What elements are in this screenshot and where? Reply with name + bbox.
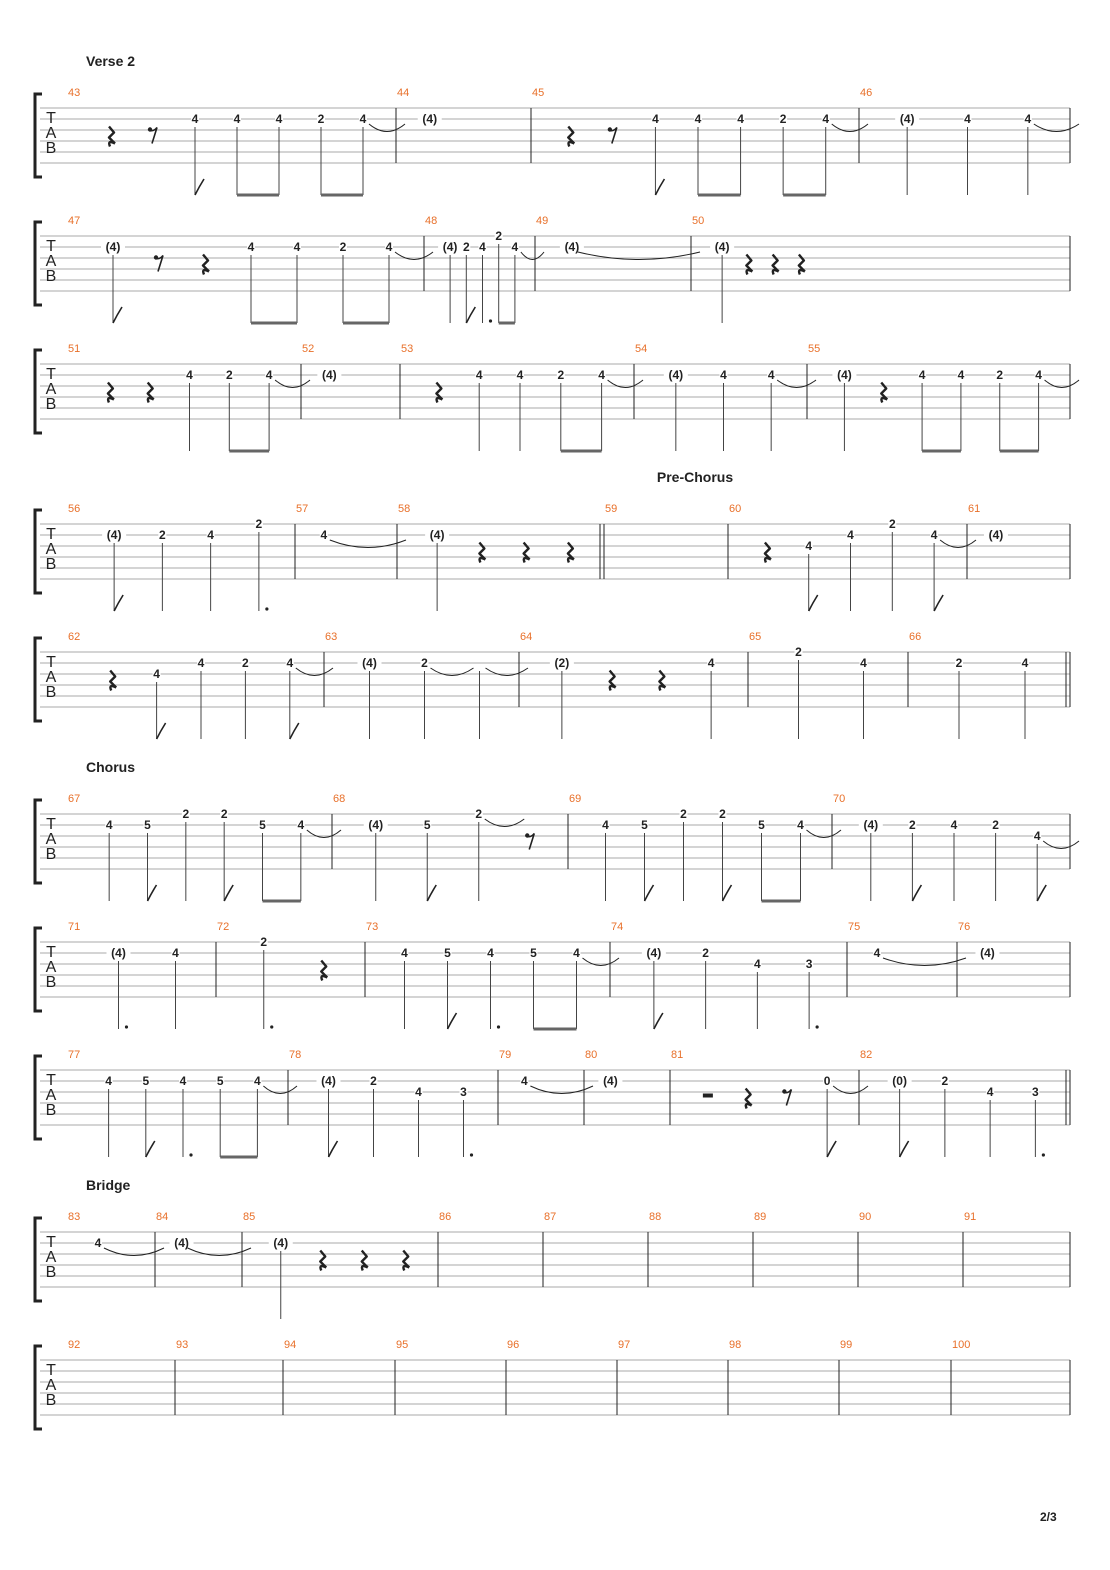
measure-number: 71 [68, 921, 81, 933]
fret-number: 4 [652, 112, 659, 126]
measure-number: 65 [749, 631, 762, 643]
fret-number: 4 [873, 946, 881, 960]
fret-number: 4 [1035, 368, 1042, 382]
fret-number: (4) [273, 1236, 289, 1250]
tab-clef-letter: B [45, 1102, 57, 1119]
section-label: Pre-Chorus [656, 469, 734, 485]
measure-number: 47 [68, 215, 81, 227]
fret-number: 5 [423, 818, 431, 832]
tab-clef-letter: T [46, 366, 56, 383]
fret-number: (4) [322, 368, 337, 382]
fret-number: (4) [603, 1074, 618, 1088]
eighth-flag-icon [655, 179, 664, 195]
measure-number: 54 [635, 343, 648, 355]
measure-number: 90 [859, 1211, 872, 1223]
measure-number: 60 [729, 503, 742, 515]
measure-number: 89 [754, 1211, 767, 1223]
fret-number: (4) [837, 368, 852, 382]
measure-number: 75 [848, 921, 861, 933]
fret-number: 4 [860, 656, 867, 670]
eighth-flag-icon [146, 1141, 155, 1157]
fret-number: 4 [105, 1074, 112, 1088]
tab-clef-letter: T [46, 1072, 56, 1089]
measure-number: 83 [68, 1211, 81, 1223]
fret-number: 4 [359, 112, 367, 126]
fret-number: 4 [1021, 656, 1029, 670]
fret-number: 5 [641, 818, 648, 832]
dotted-note-dot [489, 319, 492, 322]
fret-number: 2 [992, 818, 999, 832]
tab-clef-letter: B [45, 684, 57, 701]
fret-number: 4 [247, 240, 255, 254]
fret-number: (4) [714, 240, 730, 254]
fret-number: 2 [719, 807, 726, 821]
tab-clef-letter: B [45, 556, 57, 573]
eighth-flag-icon [1037, 885, 1046, 901]
eighth-flag-icon [114, 595, 123, 611]
eighth-flag-icon [912, 885, 921, 901]
fret-number: 4 [767, 368, 775, 382]
system-bracket [35, 350, 42, 433]
fret-number: (4) [429, 528, 445, 542]
fret-number: 2 [317, 112, 325, 126]
fret-number: (4) [988, 528, 1004, 542]
half-rest-icon [703, 1094, 713, 1098]
eighth-flag-icon [934, 595, 943, 611]
measure-number: 92 [68, 1339, 81, 1351]
measure-number: 82 [860, 1049, 873, 1061]
tab-clef-letter: A [45, 253, 57, 270]
measure-number: 87 [544, 1211, 557, 1223]
eighth-flag-icon [195, 179, 204, 195]
measure-number: 51 [68, 343, 81, 355]
system-bracket [35, 928, 42, 1011]
measure-number: 67 [68, 793, 81, 805]
fret-number: 2 [220, 807, 228, 821]
fret-number: 2 [888, 517, 896, 531]
fret-number: 4 [918, 368, 926, 382]
eighth-flag-icon [809, 595, 818, 611]
tab-clef-letter: B [45, 396, 57, 413]
measure-number: 85 [243, 1211, 256, 1223]
fret-number: 4 [598, 368, 605, 382]
fret-number: 2 [996, 368, 1004, 382]
fret-number: 2 [242, 656, 249, 670]
tab-clef-letter: A [45, 959, 57, 976]
measure-number: 97 [618, 1339, 631, 1351]
measure-number: 55 [808, 343, 821, 355]
fret-number: 4 [233, 112, 241, 126]
measure-number: 77 [68, 1049, 81, 1061]
dotted-note-dot [270, 1025, 273, 1028]
fret-number: 2 [702, 946, 709, 960]
tab-clef-letter: A [45, 1249, 57, 1266]
fret-number: 2 [475, 807, 483, 821]
system-bracket [35, 1218, 42, 1301]
fret-number: 2 [909, 818, 916, 832]
fret-number: 4 [415, 1085, 422, 1099]
fret-number: 2 [370, 1074, 377, 1088]
measure-number: 45 [532, 87, 545, 99]
fret-number: 2 [159, 528, 166, 542]
fret-number: (4) [321, 1074, 336, 1088]
eighth-flag-icon [113, 307, 122, 323]
tab-clef-letter: T [46, 654, 56, 671]
tab-system [35, 215, 1070, 323]
tab-clef-letter: B [45, 1392, 57, 1409]
eighth-flag-icon [448, 1013, 457, 1029]
fret-number: (4) [105, 240, 121, 254]
system-bracket [35, 1056, 42, 1139]
system-bracket [35, 94, 42, 177]
fret-number: 4 [94, 1236, 102, 1250]
fret-number: 4 [822, 112, 830, 126]
fret-number: 4 [487, 946, 494, 960]
measure-number: 74 [611, 921, 624, 933]
fret-number: 4 [930, 528, 938, 542]
fret-number: 4 [105, 818, 113, 832]
measure-number: 64 [520, 631, 533, 643]
measure-number: 81 [671, 1049, 684, 1061]
fret-number: 4 [265, 368, 273, 382]
section-label: Verse 2 [86, 53, 136, 69]
fret-number: 4 [275, 112, 283, 126]
eighth-flag-icon [645, 885, 654, 901]
fret-number: 5 [142, 1074, 150, 1088]
fret-number: (4) [980, 946, 995, 960]
fret-number: 4 [754, 957, 761, 971]
fret-number: 4 [1033, 829, 1041, 843]
fret-number: (4) [646, 946, 662, 960]
measure-number: 73 [366, 921, 379, 933]
measure-number: 93 [176, 1339, 189, 1351]
measure-number: 56 [68, 503, 81, 515]
measure-number: 52 [302, 343, 315, 355]
fret-number: 2 [462, 240, 470, 254]
fret-number: 4 [950, 818, 958, 832]
fret-number: 4 [707, 656, 715, 670]
measure-number: 68 [333, 793, 346, 805]
fret-number: 4 [172, 946, 179, 960]
tab-system [35, 53, 1079, 195]
fret-number: 4 [153, 667, 160, 681]
fret-number: 4 [197, 656, 205, 670]
tab-clef-letter: A [45, 669, 57, 686]
fret-number: 4 [401, 946, 408, 960]
fret-number: (4) [174, 1236, 189, 1250]
measure-number: 100 [952, 1339, 971, 1351]
fret-number: (0) [892, 1074, 907, 1088]
measure-number: 95 [396, 1339, 409, 1351]
tab-clef-letter: B [45, 846, 57, 863]
fret-number: 4 [179, 1074, 187, 1088]
tab-system [35, 1339, 1070, 1429]
fret-number: 4 [694, 112, 702, 126]
eighth-flag-icon [900, 1141, 909, 1157]
fret-number: 4 [573, 946, 580, 960]
system-bracket [35, 222, 42, 305]
measure-number: 72 [217, 921, 230, 933]
dotted-note-dot [125, 1025, 128, 1028]
fret-number: 3 [1032, 1085, 1039, 1099]
measure-number: 59 [605, 503, 618, 515]
fret-number: 4 [737, 112, 744, 126]
eighth-flag-icon [224, 885, 233, 901]
measure-number: 57 [296, 503, 309, 515]
measure-number: 44 [397, 87, 410, 99]
fret-number: 4 [847, 528, 854, 542]
fret-number: (4) [106, 528, 122, 542]
tab-clef-letter: T [46, 526, 56, 543]
eighth-flag-icon [148, 885, 157, 901]
system-bracket [35, 800, 42, 883]
tab-system [35, 343, 1079, 451]
measure-number: 70 [833, 793, 846, 805]
tab-clef-letter: A [45, 125, 57, 142]
fret-number: 4 [385, 240, 393, 254]
fret-number: (4) [899, 112, 915, 126]
measure-number: 58 [398, 503, 411, 515]
tab-clef-letter: T [46, 944, 56, 961]
eighth-flag-icon [329, 1141, 338, 1157]
fret-number: 4 [475, 368, 483, 382]
fret-number: (4) [863, 818, 879, 832]
fret-number: 4 [479, 240, 486, 254]
measure-number: 80 [585, 1049, 598, 1061]
measure-number: 49 [536, 215, 549, 227]
fret-number: 2 [955, 656, 963, 670]
measure-number: 53 [401, 343, 414, 355]
fret-number: 4 [986, 1085, 994, 1099]
measure-number: 69 [569, 793, 582, 805]
measure-number: 61 [968, 503, 981, 515]
fret-number: 4 [720, 368, 727, 382]
eighth-flag-icon [427, 885, 436, 901]
fret-number: 4 [957, 368, 965, 382]
measure-number: 96 [507, 1339, 520, 1351]
dotted-note-dot [816, 1025, 819, 1028]
measure-number: 46 [860, 87, 873, 99]
fret-number: (4) [442, 240, 458, 254]
measure-number: 62 [68, 631, 81, 643]
fret-number: 5 [758, 818, 765, 832]
tab-clef-letter: B [45, 1264, 57, 1281]
fret-number: (4) [111, 946, 126, 960]
fret-number: 4 [521, 1074, 528, 1088]
eighth-flag-icon [157, 723, 166, 739]
tab-clef-letter: T [46, 816, 56, 833]
eighth-flag-icon [466, 307, 475, 323]
fret-number: 3 [460, 1085, 467, 1099]
fret-number: 2 [495, 229, 503, 243]
fret-number: 4 [286, 656, 294, 670]
section-label: Chorus [86, 759, 135, 775]
fret-number: 2 [795, 645, 802, 659]
tab-system [35, 1177, 1070, 1319]
fret-number: 5 [530, 946, 537, 960]
eighth-flag-icon [827, 1141, 836, 1157]
fret-number: 4 [191, 112, 199, 126]
fret-number: 2 [779, 112, 787, 126]
measure-number: 94 [284, 1339, 297, 1351]
fret-number: 4 [1024, 112, 1032, 126]
tab-clef-letter: A [45, 831, 57, 848]
fret-number: 5 [144, 818, 151, 832]
fret-number: 2 [255, 517, 263, 531]
fret-number: 4 [207, 528, 214, 542]
fret-number: (4) [362, 656, 377, 670]
measure-number: 50 [692, 215, 705, 227]
tab-clef-letter: A [45, 1377, 57, 1394]
fret-number: 2 [941, 1074, 949, 1088]
fret-number: 4 [602, 818, 609, 832]
dotted-note-dot [189, 1153, 192, 1156]
fret-number: 4 [805, 539, 813, 553]
dotted-note-dot [470, 1153, 473, 1156]
page-number: 2/3 [1040, 1510, 1057, 1524]
fret-number: 4 [186, 368, 193, 382]
tab-clef-letter: T [46, 1234, 56, 1251]
measure-number: 48 [425, 215, 438, 227]
fret-number: 2 [680, 807, 687, 821]
fret-number: 3 [805, 957, 813, 971]
tab-system [35, 631, 1070, 739]
measure-number: 76 [958, 921, 971, 933]
tab-system [35, 921, 1070, 1029]
fret-number: (4) [564, 240, 580, 254]
dotted-note-dot [497, 1025, 500, 1028]
measure-number: 63 [325, 631, 338, 643]
measure-number: 91 [964, 1211, 977, 1223]
fret-number: (4) [422, 112, 438, 126]
measure-number: 78 [289, 1049, 302, 1061]
fret-number: 2 [260, 935, 268, 949]
fret-number: 4 [516, 368, 524, 382]
fret-number: 4 [254, 1074, 261, 1088]
measure-number: 79 [499, 1049, 512, 1061]
fret-number: 5 [216, 1074, 224, 1088]
eighth-flag-icon [723, 885, 732, 901]
fret-number: (4) [368, 818, 384, 832]
tab-clef-letter: B [45, 140, 57, 157]
dotted-note-dot [1042, 1153, 1045, 1156]
fret-number: 2 [339, 240, 347, 254]
fret-number: 4 [320, 528, 328, 542]
measure-number: 88 [649, 1211, 662, 1223]
eighth-flag-icon [654, 1013, 663, 1029]
tab-system [35, 469, 1070, 611]
tab-system [35, 759, 1079, 901]
tab-clef-letter: A [45, 1087, 57, 1104]
fret-number: 0 [823, 1074, 831, 1088]
fret-number: 2 [421, 656, 428, 670]
system-bracket [35, 510, 42, 593]
fret-number: (2) [554, 656, 570, 670]
fret-number: 4 [964, 112, 971, 126]
measure-number: 98 [729, 1339, 742, 1351]
dotted-note-dot [265, 607, 268, 610]
fret-number: 2 [557, 368, 565, 382]
measure-number: 43 [68, 87, 81, 99]
fret-number: 5 [444, 946, 451, 960]
section-label: Bridge [86, 1177, 131, 1193]
tab-clef-letter: T [46, 1362, 56, 1379]
measure-number: 99 [840, 1339, 853, 1351]
fret-number: 4 [797, 818, 804, 832]
measure-number: 86 [439, 1211, 452, 1223]
eighth-flag-icon [290, 723, 299, 739]
fret-number: 2 [182, 807, 190, 821]
fret-number: 4 [511, 240, 519, 254]
tab-clef-letter: T [46, 110, 56, 127]
tab-clef-letter: T [46, 238, 56, 255]
tab-system [35, 1049, 1070, 1157]
tab-clef-letter: B [45, 974, 57, 991]
system-bracket [35, 638, 42, 721]
tab-clef-letter: B [45, 268, 57, 285]
fret-number: 2 [225, 368, 233, 382]
measure-number: 66 [909, 631, 922, 643]
measure-number: 84 [156, 1211, 169, 1223]
system-bracket [35, 1346, 42, 1429]
fret-number: 4 [293, 240, 301, 254]
tab-clef-letter: A [45, 381, 57, 398]
fret-number: 4 [297, 818, 305, 832]
fret-number: 5 [259, 818, 266, 832]
tab-clef-letter: A [45, 541, 57, 558]
fret-number: (4) [668, 368, 684, 382]
